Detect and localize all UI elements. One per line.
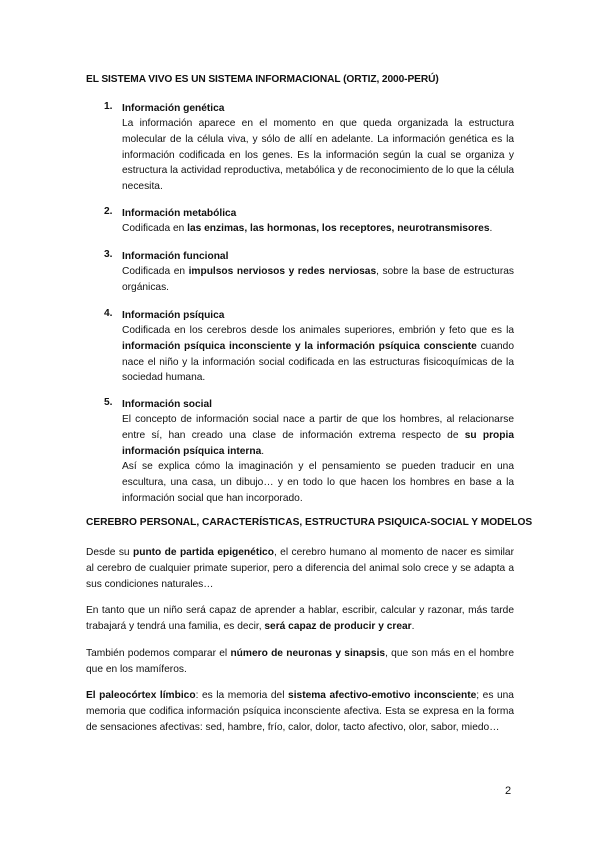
list-item (104, 308, 514, 386)
item-heading: Información psíquica (122, 310, 225, 321)
item-text: La información aparece en el momento en que queda organizada la estructura molecular de la célula viva, y sólo de allí en adelante. La información genética es la información codificada en los genes. Es la información según la cual se organiza y estructura la actividad reproductiva, metabólica y de reconocimiento de lo que la célula necesita. (122, 118, 514, 193)
section-title: CEREBRO PERSONAL, CARACTERÍSTICAS, ESTRUCTURA PSIQUICA-SOCIAL Y MODELOS (86, 517, 533, 528)
paragraph: También podemos comparar el número de neuronas y sinapsis, que son más en el hombre que en los mamíferos. (86, 648, 514, 675)
list-item (104, 101, 514, 195)
item-text: Codificada en los cerebros desde los animales superiores, embrión y feto que es la información psíquica inconsciente y la información psíquica consciente cuando nace el niño y la información social codificada en las estructuras fisicoquímicas de la sociedad humana. (122, 325, 514, 384)
item-text: El concepto de información social nace a partir de que los hombres, al relacionarse entre sí, han creado una clase de información extrema respecto de su propia información psíquica interna. Así se explica cómo la imaginación y el pensamiento se pueden traducir en una escultura, una casa, un dibujo… y en todo lo que hacen los hombres en base a la información social que han incorporado. (122, 414, 514, 504)
paragraph: En tanto que un niño será capaz de aprender a hablar, escribir, calcular y razonar, más tarde trabajará y tendrá una familia, es decir, será capaz de producir y crear. (86, 605, 514, 632)
item-number: 2. (104, 206, 113, 217)
list-item (104, 249, 514, 296)
list-item (104, 206, 514, 237)
paragraph: Desde su punto de partida epigenético, el cerebro humano al momento de nacer es similar al cerebro de cualquier primate superior, pero a diferencia del animal solo crece y se adapta a sus condiciones naturales… (86, 547, 514, 590)
item-number: 3. (104, 249, 113, 260)
item-number: 5. (104, 397, 113, 408)
item-text: Codificada en las enzimas, las hormonas, los receptores, neurotransmisores. (122, 223, 493, 234)
item-text: Codificada en impulsos nerviosos y redes nerviosas, sobre la base de estructuras orgánicas. (122, 266, 514, 293)
paragraph: El paleocórtex límbico: es la memoria del sistema afectivo-emotivo inconsciente; es una memoria que codifica información psíquica inconsciente afectiva. Esta se expresa en la forma de sensaciones afectivas: sed, hambre, frío, calor, dolor, tacto afectivo, olor, sabor, miedo… (86, 690, 514, 733)
item-number: 4. (104, 308, 113, 319)
item-heading: Información funcional (122, 251, 229, 262)
item-heading: Información social (122, 399, 213, 410)
item-heading: Información genética (122, 103, 225, 114)
page-number: 2 (505, 785, 512, 797)
document-title: EL SISTEMA VIVO ES UN SISTEMA INFORMACIONAL (ORTIZ, 2000-PERÚ) (86, 74, 439, 85)
list-item (104, 397, 514, 507)
item-number: 1. (104, 101, 113, 112)
item-heading: Información metabólica (122, 208, 237, 219)
